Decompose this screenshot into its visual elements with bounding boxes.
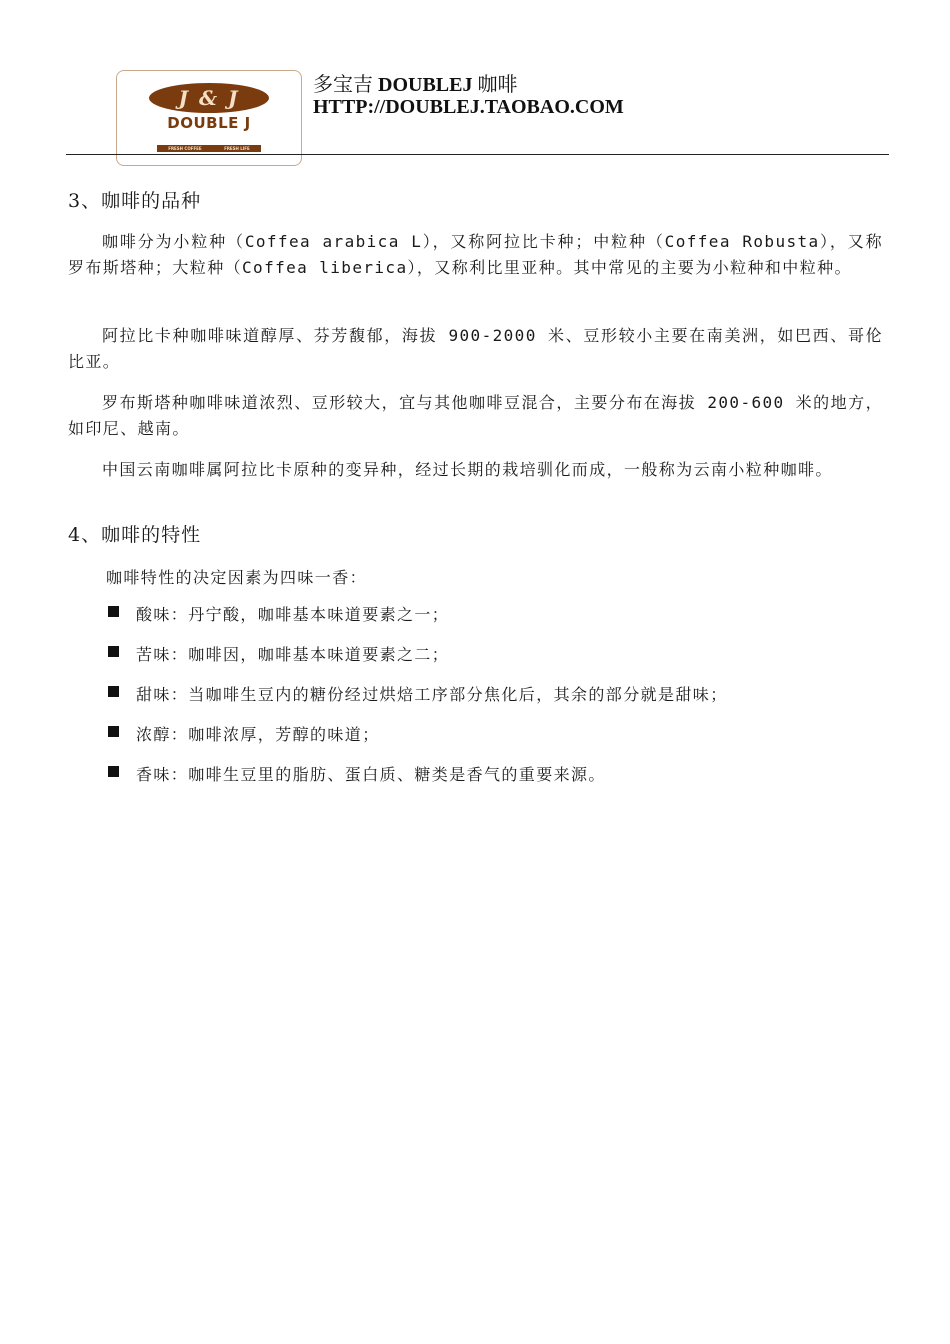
list-item	[106, 642, 728, 682]
list-item-text: 香味：咖啡生豆里的脂肪、蛋白质、糖类是香气的重要来源。	[136, 765, 606, 784]
logo-monogram: J & J	[178, 86, 240, 110]
header-title	[313, 68, 517, 97]
list-item-text: 浓醇：咖啡浓厚，芳醇的味道；	[136, 725, 380, 744]
bullet-square-icon	[108, 726, 119, 737]
bullet-square-icon	[108, 606, 119, 617]
list-item-text: 甜味：当咖啡生豆内的糖份经过烘焙工序部分焦化后，其余的部分就是甜味；	[136, 685, 728, 704]
header-title-prefix: 多宝吉	[313, 74, 373, 96]
brand-logo	[116, 70, 302, 166]
logo-strip	[157, 145, 261, 152]
header-url: HTTP://DOUBLEJ.TAOBAO.COM	[313, 96, 624, 118]
bullet-square-icon	[108, 646, 119, 657]
bullet-square-icon	[108, 766, 119, 777]
header-title-brand: DOUBLEJ	[378, 74, 473, 96]
section-4-heading: 4、咖啡的特性	[68, 524, 202, 546]
list-item-text: 苦味：咖啡因，咖啡基本味道要素之二；	[136, 645, 450, 664]
bullet-square-icon	[108, 686, 119, 697]
logo-strip-right: FRESH LIFE	[224, 146, 250, 151]
header-title-suffix: 咖啡	[477, 74, 518, 96]
characteristics-list	[106, 602, 728, 802]
list-item	[106, 602, 728, 642]
section-4-intro: 咖啡特性的决定因素为四味一香：	[106, 568, 368, 587]
section-3-paragraph-3: 罗布斯塔种咖啡味道浓烈、豆形较大，宜与其他咖啡豆混合，主要分布在海拔 200-600 米的地方，如印尼、越南。	[68, 393, 883, 438]
section-3-paragraph-2: 阿拉比卡种咖啡味道醇厚、芬芳馥郁，海拔 900-2000 米、豆形较小主要在南美洲，如巴西、哥伦比亚。	[68, 326, 883, 371]
logo-name: DOUBLE J	[167, 114, 251, 132]
list-item	[106, 762, 728, 802]
list-item	[106, 722, 728, 762]
header-divider	[66, 154, 889, 155]
section-3-paragraph-1: 咖啡分为小粒种（Coffea arabica L），又称阿拉比卡种；中粒种（Coffea Robusta），又称罗布斯塔种；大粒种（Coffea liberica），又称利比里亚种。其中常见的主要为小粒种和中粒种。	[68, 232, 883, 277]
logo-strip-left: FRESH COFFEE	[168, 146, 202, 151]
section-3-heading: 3、咖啡的品种	[68, 190, 202, 212]
list-item	[106, 682, 728, 722]
section-3-paragraph-4: 中国云南咖啡属阿拉比卡原种的变异种，经过长期的栽培驯化而成，一般称为云南小粒种咖啡。	[102, 460, 833, 479]
list-item-text: 酸味：丹宁酸，咖啡基本味道要素之一；	[136, 605, 450, 624]
